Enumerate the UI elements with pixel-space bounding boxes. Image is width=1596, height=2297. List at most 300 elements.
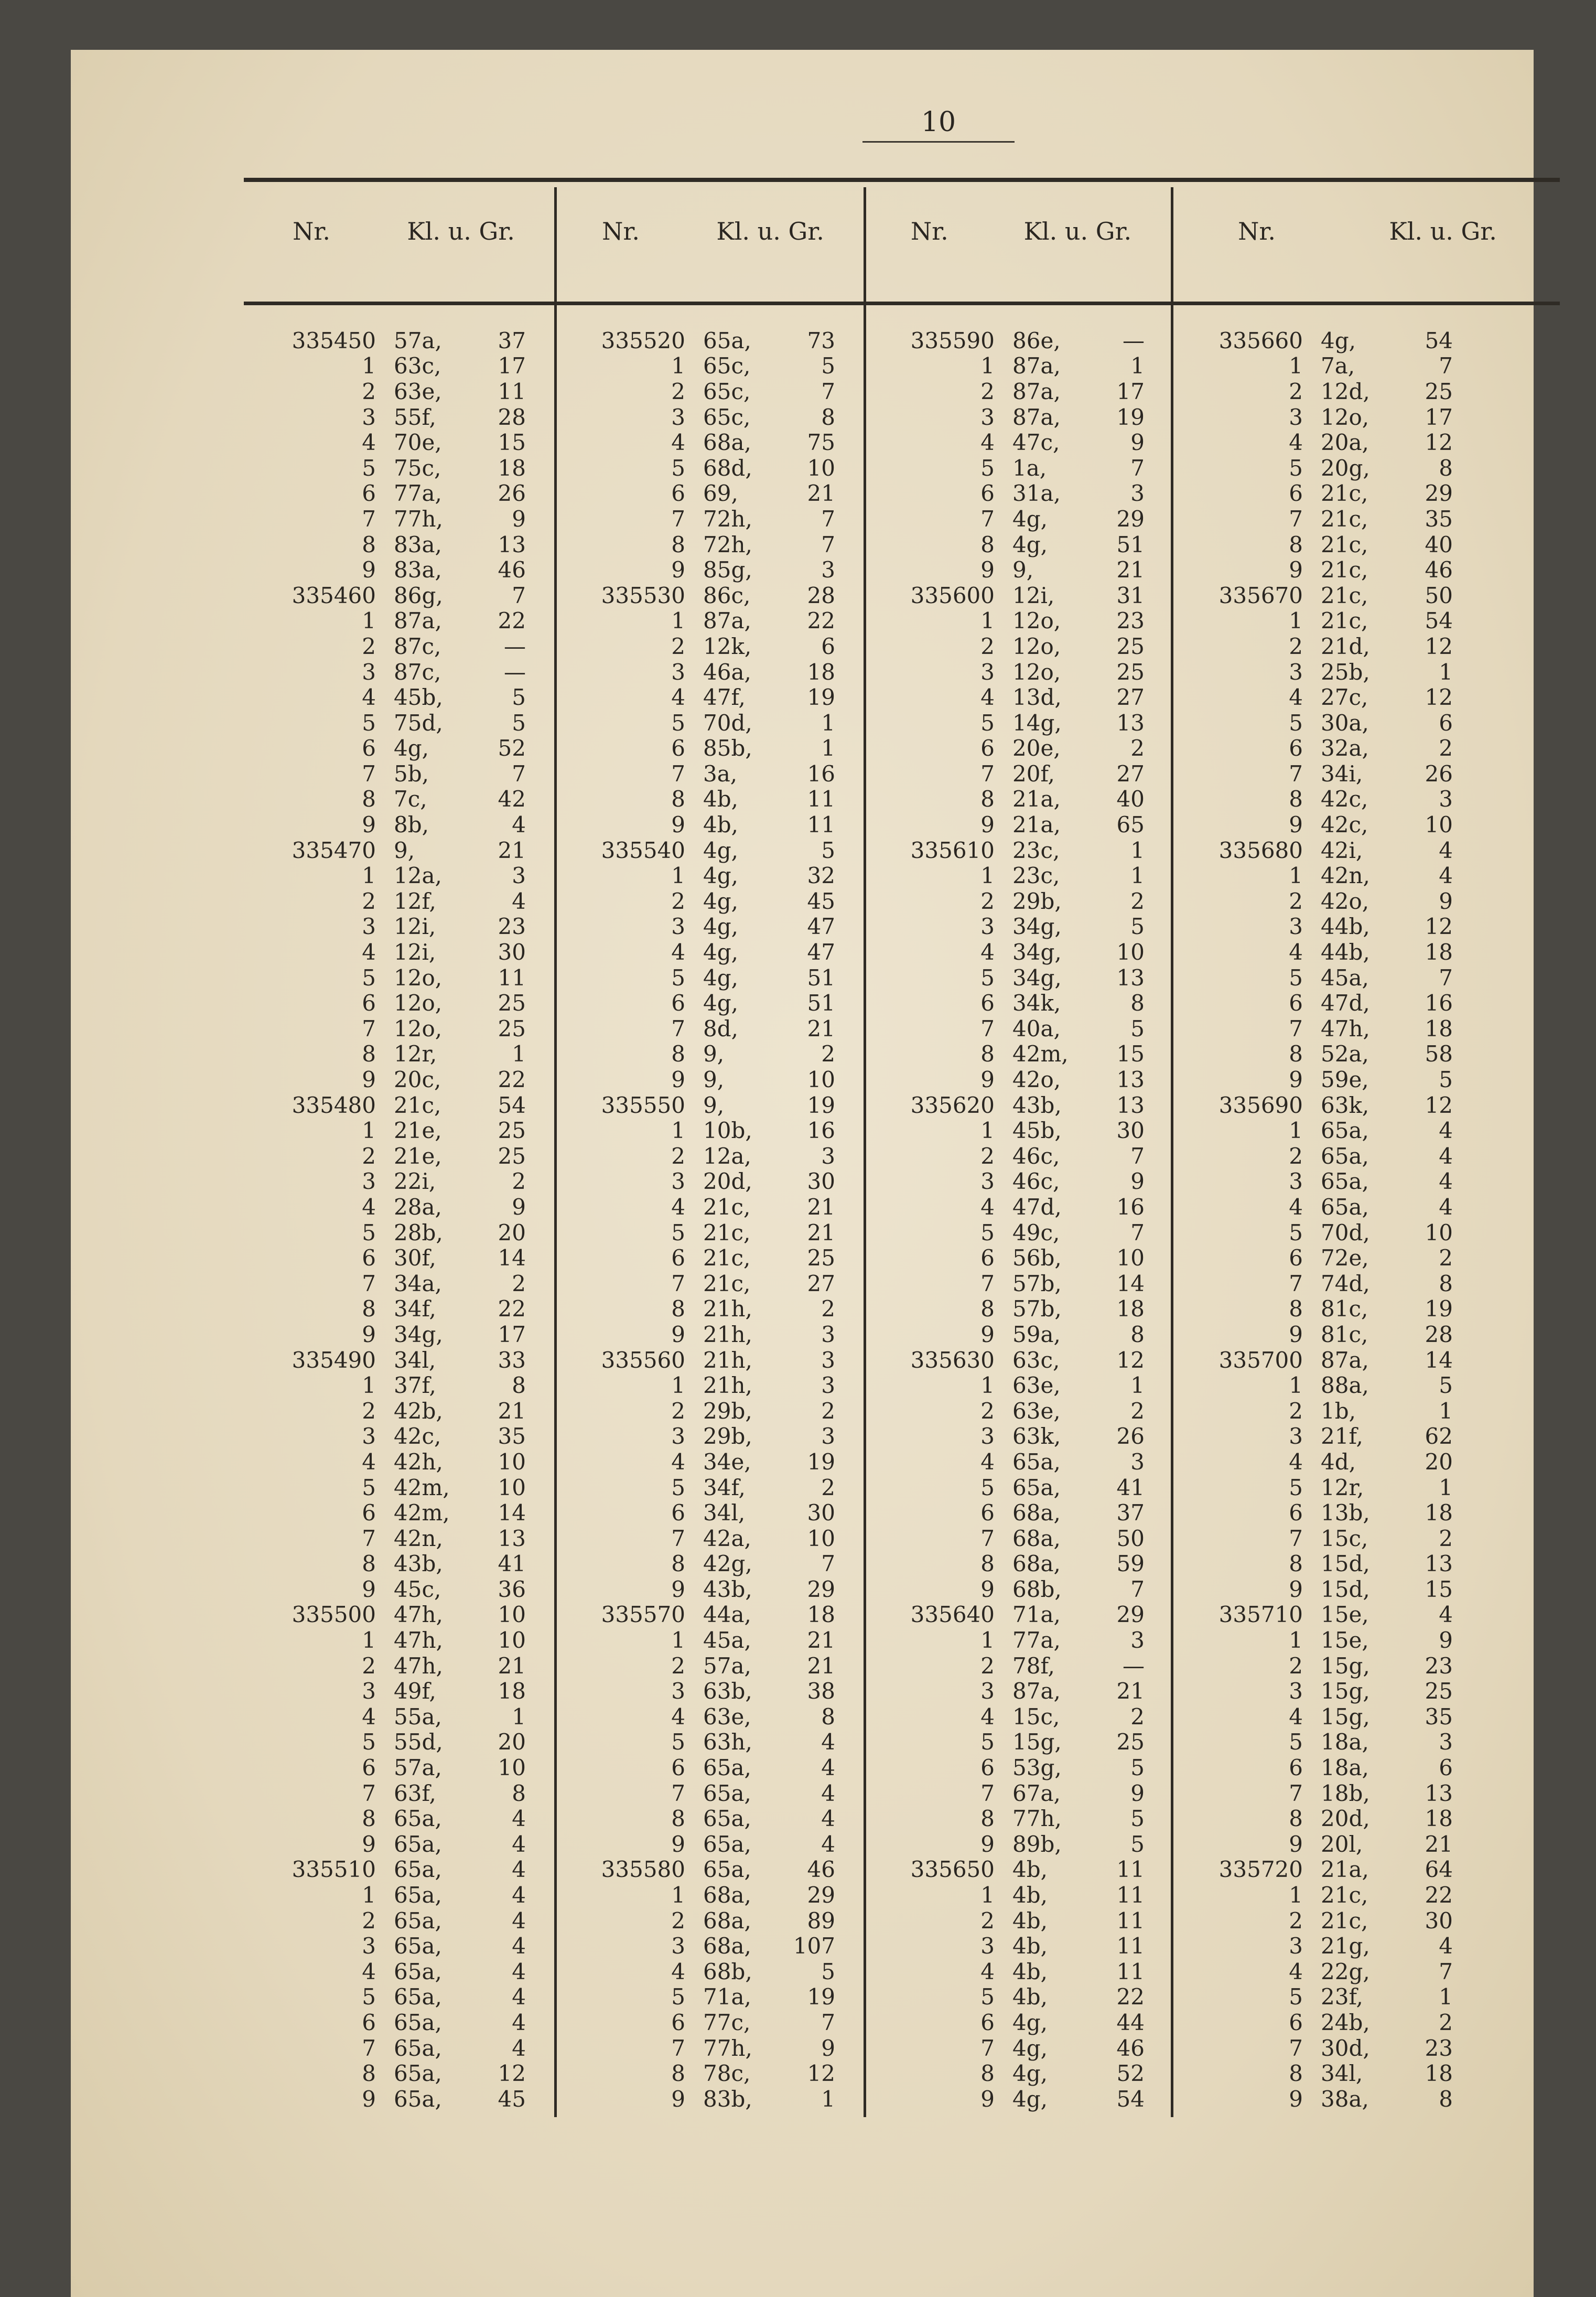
- patent-number: 1: [671, 1372, 685, 1399]
- patent-number: 3: [671, 404, 685, 430]
- patent-number: 9: [1289, 1321, 1303, 1347]
- patent-number: 1: [980, 1372, 995, 1399]
- table-row: [873, 1627, 1145, 1653]
- group-count: 25: [807, 1245, 835, 1271]
- table-row: [1181, 1755, 1453, 1780]
- group-count: 22: [1425, 1882, 1453, 1908]
- class-group: 5b,: [394, 760, 429, 787]
- patent-number: 9: [671, 1321, 685, 1347]
- class-group: 77c,: [703, 2009, 751, 2035]
- group-count: 12: [1425, 1092, 1453, 1118]
- table-row: [873, 990, 1145, 1016]
- class-group: 75c,: [394, 455, 441, 481]
- patent-number: 5: [1289, 710, 1303, 736]
- patent-number: 7: [362, 2035, 376, 2061]
- table-row: [873, 1857, 1145, 1883]
- class-group: 34g,: [1012, 939, 1062, 965]
- class-group: 20c,: [394, 1067, 441, 1093]
- class-group: 15g,: [1012, 1729, 1062, 1755]
- patent-number: 9: [980, 557, 995, 583]
- table-row: [564, 1042, 835, 1067]
- group-count: 13: [1425, 1780, 1453, 1806]
- table-row: [254, 1730, 526, 1755]
- table-row: [564, 1780, 835, 1806]
- patent-number: 4: [1289, 1703, 1303, 1730]
- patent-number: 5: [362, 1984, 376, 2010]
- table-row: [564, 557, 835, 583]
- patent-number: 5: [980, 964, 995, 991]
- table-row: [873, 1372, 1145, 1398]
- patent-number: 2: [671, 633, 685, 659]
- group-count: 28: [1425, 1321, 1453, 1347]
- patent-number: 335540: [601, 837, 685, 863]
- group-count: 8: [821, 1703, 835, 1730]
- table-row: [873, 455, 1145, 481]
- group-count: 54: [1425, 327, 1453, 353]
- patent-number: 3: [671, 1933, 685, 1959]
- table-row: [1181, 2010, 1453, 2035]
- patent-number: 9: [980, 2086, 995, 2112]
- group-count: 4: [512, 1882, 526, 1908]
- patent-number: 5: [1289, 1729, 1303, 1755]
- group-count: 29: [1116, 506, 1145, 532]
- group-count: 3: [821, 1321, 835, 1347]
- class-group: 65a,: [703, 1856, 751, 1883]
- patent-number: 1: [980, 863, 995, 889]
- patent-number: 3: [1289, 1933, 1303, 1959]
- group-count: 18: [807, 1602, 835, 1628]
- patent-number: 8: [671, 1806, 685, 1832]
- patent-number: 6: [362, 990, 376, 1016]
- class-group: 55a,: [394, 1703, 442, 1730]
- patent-number: 4: [362, 1448, 376, 1475]
- group-count: 13: [1116, 1092, 1145, 1118]
- table-row: [564, 506, 835, 532]
- class-group: 42m,: [1012, 1041, 1069, 1067]
- table-row: [254, 965, 526, 991]
- patent-number: 5: [671, 455, 685, 481]
- group-count: 8: [512, 1780, 526, 1806]
- class-group: 65c,: [703, 404, 751, 430]
- class-group: 21h,: [703, 1321, 752, 1347]
- class-group: 72h,: [703, 506, 752, 532]
- table-row: [873, 1220, 1145, 1246]
- class-group: 8b,: [394, 812, 429, 838]
- table-row: [254, 1653, 526, 1679]
- table-row: [873, 1118, 1145, 1143]
- table-row: [254, 430, 526, 455]
- table-row: [564, 1296, 835, 1322]
- table-row: [1181, 990, 1453, 1016]
- table-row: [564, 2035, 835, 2061]
- class-group: 21c,: [1321, 1882, 1368, 1908]
- patent-number: 9: [671, 1067, 685, 1093]
- table-row: [254, 1551, 526, 1577]
- header-kl-label: Kl. u. Gr.: [407, 217, 515, 245]
- class-group: 77a,: [394, 480, 442, 507]
- table-row: [873, 1143, 1145, 1169]
- table-row: [254, 888, 526, 914]
- group-count: 18: [1425, 939, 1453, 965]
- class-group: 63e,: [1012, 1398, 1061, 1424]
- group-count: 18: [498, 455, 526, 481]
- patent-number: 3: [980, 404, 995, 430]
- patent-number: 2: [980, 378, 995, 404]
- header-bottom-rule: [244, 302, 1560, 305]
- group-count: 4: [512, 888, 526, 914]
- class-group: 65a,: [394, 1984, 442, 2010]
- patent-number: 335490: [292, 1347, 376, 1373]
- class-group: 65a,: [394, 1882, 442, 1908]
- group-count: —: [1123, 327, 1145, 353]
- class-group: 68b,: [1012, 1576, 1062, 1602]
- class-group: 15d,: [1321, 1576, 1370, 1602]
- table-row: [564, 1857, 835, 1883]
- group-count: 22: [498, 1296, 526, 1322]
- table-row: [1181, 1526, 1453, 1551]
- table-row: [1181, 1475, 1453, 1500]
- class-group: 21c,: [1321, 480, 1368, 507]
- class-group: 10b,: [703, 1118, 752, 1144]
- table-row: [1181, 583, 1453, 608]
- column-header: [873, 207, 1169, 255]
- table-row: [873, 1296, 1145, 1322]
- group-count: 2: [821, 1398, 835, 1424]
- group-count: 14: [1425, 1347, 1453, 1373]
- table-row: [873, 1551, 1145, 1577]
- patent-number: 9: [362, 1576, 376, 1602]
- class-group: 77a,: [1012, 1627, 1061, 1654]
- table-row: [873, 608, 1145, 634]
- group-count: 5: [821, 353, 835, 379]
- table-row: [873, 1271, 1145, 1296]
- class-group: 15d,: [1321, 1551, 1370, 1577]
- patent-number: 6: [980, 735, 995, 761]
- table-row: [254, 1194, 526, 1220]
- class-group: 12i,: [1012, 582, 1055, 608]
- patent-number: 3: [671, 659, 685, 685]
- table-row: [254, 812, 526, 838]
- patent-number: 8: [362, 1041, 376, 1067]
- patent-number: 3: [980, 1168, 995, 1195]
- table-row: [564, 1882, 835, 1908]
- group-count: 44: [1116, 2009, 1145, 2035]
- group-count: 1: [1439, 1474, 1453, 1500]
- class-group: 70d,: [1321, 1219, 1370, 1246]
- group-count: 13: [1116, 1067, 1145, 1093]
- patent-number: 1: [980, 1882, 995, 1908]
- table-row: [873, 2060, 1145, 2086]
- patent-number: 335680: [1218, 837, 1303, 863]
- class-group: 21g,: [1321, 1933, 1370, 1959]
- table-row: [254, 2086, 526, 2112]
- group-count: 30: [807, 1168, 835, 1195]
- table-row: [1181, 710, 1453, 736]
- group-count: 22: [498, 608, 526, 634]
- class-group: 21c,: [1321, 531, 1368, 557]
- class-group: 4g,: [703, 888, 738, 914]
- class-group: 45c,: [394, 1576, 441, 1602]
- class-group: 65a,: [1321, 1168, 1369, 1195]
- class-group: 43b,: [703, 1576, 752, 1602]
- patent-number: 335580: [601, 1856, 685, 1883]
- group-count: 8: [512, 1372, 526, 1399]
- patent-number: 4: [980, 939, 995, 965]
- group-count: 5: [1130, 914, 1145, 940]
- class-group: 57b,: [1012, 1270, 1062, 1296]
- group-count: 25: [1116, 633, 1145, 659]
- table-row: [254, 1042, 526, 1067]
- class-group: 32a,: [1321, 735, 1369, 761]
- class-group: 68b,: [703, 1958, 752, 1984]
- class-group: 70e,: [394, 430, 442, 456]
- group-count: 5: [1439, 1067, 1453, 1093]
- table-row: [1181, 481, 1453, 507]
- patent-number: 1: [1289, 1882, 1303, 1908]
- group-count: 4: [821, 1806, 835, 1832]
- group-count: 20: [1425, 1448, 1453, 1475]
- patent-number: 2: [362, 1652, 376, 1679]
- class-group: 20l,: [1321, 1831, 1363, 1857]
- patent-number: 3: [980, 1933, 995, 1959]
- data-column: [254, 328, 526, 2112]
- patent-number: 8: [980, 1551, 995, 1577]
- table-row: [254, 1118, 526, 1143]
- patent-number: 7: [1289, 1780, 1303, 1806]
- patent-number: 5: [362, 964, 376, 991]
- group-count: 8: [1130, 990, 1145, 1016]
- patent-number: 6: [671, 990, 685, 1016]
- group-count: 8: [1439, 1270, 1453, 1296]
- group-count: 17: [498, 353, 526, 379]
- group-count: 107: [793, 1933, 835, 1959]
- patent-number: 7: [671, 760, 685, 787]
- group-count: 13: [498, 531, 526, 557]
- group-count: 35: [1425, 506, 1453, 532]
- table-row: [873, 965, 1145, 991]
- class-group: 68a,: [1012, 1551, 1061, 1577]
- group-count: 12: [1425, 684, 1453, 711]
- group-count: 4: [512, 1856, 526, 1883]
- group-count: 35: [498, 1423, 526, 1450]
- patent-number: 7: [671, 2035, 685, 2061]
- table-row: [254, 1831, 526, 1857]
- group-count: 62: [1425, 1423, 1453, 1450]
- class-group: 63c,: [394, 353, 441, 379]
- group-count: 14: [1116, 1270, 1145, 1296]
- class-group: 87a,: [394, 608, 442, 634]
- patent-number: 1: [362, 1627, 376, 1654]
- group-count: 15: [1116, 1041, 1145, 1067]
- patent-number: 9: [980, 1067, 995, 1093]
- group-count: 3: [1130, 480, 1145, 507]
- class-group: 46c,: [1012, 1168, 1060, 1195]
- patent-number: 8: [1289, 786, 1303, 812]
- class-group: 15c,: [1012, 1703, 1060, 1730]
- patent-number: 6: [1289, 1245, 1303, 1271]
- group-count: 35: [1425, 1703, 1453, 1730]
- patent-number: 5: [671, 1219, 685, 1246]
- table-row: [1181, 1908, 1453, 1934]
- class-group: 28a,: [394, 1194, 442, 1220]
- group-count: 8: [1439, 455, 1453, 481]
- class-group: 12o,: [1012, 659, 1061, 685]
- table-row: [1181, 761, 1453, 787]
- patent-number: 7: [671, 1525, 685, 1551]
- class-group: 71a,: [1012, 1602, 1061, 1628]
- class-group: 45a,: [703, 1627, 751, 1654]
- patent-number: 5: [980, 455, 995, 481]
- class-group: 13b,: [1321, 1500, 1370, 1526]
- table-row: [873, 1704, 1145, 1730]
- patent-number: 7: [980, 1270, 995, 1296]
- class-group: 77h,: [1012, 1806, 1062, 1832]
- class-group: 47f,: [703, 684, 746, 711]
- class-group: 65a,: [1321, 1143, 1369, 1169]
- table-row: [564, 2060, 835, 2086]
- class-group: 86g,: [394, 582, 443, 608]
- patent-number: 6: [671, 1245, 685, 1271]
- group-count: 42: [498, 786, 526, 812]
- class-group: 34l,: [1321, 2060, 1363, 2087]
- patent-number: 9: [1289, 1831, 1303, 1857]
- patent-number: 2: [362, 1143, 376, 1169]
- table-row: [1181, 1118, 1453, 1143]
- class-group: 81c,: [1321, 1296, 1368, 1322]
- group-count: 2: [1439, 735, 1453, 761]
- patent-number: 3: [1289, 1423, 1303, 1450]
- group-count: 7: [821, 378, 835, 404]
- table-row: [254, 1296, 526, 1322]
- data-column: [873, 328, 1145, 2112]
- group-count: 50: [1116, 1525, 1145, 1551]
- patent-number: 3: [1289, 404, 1303, 430]
- class-group: 47h,: [394, 1627, 443, 1654]
- table-row: [873, 1526, 1145, 1551]
- patent-number: 8: [671, 2060, 685, 2087]
- patent-number: 7: [362, 506, 376, 532]
- class-group: 34i,: [1321, 760, 1363, 787]
- class-group: 87a,: [1012, 353, 1061, 379]
- class-group: 9,: [703, 1092, 725, 1118]
- patent-number: 9: [671, 557, 685, 583]
- table-row: [873, 1169, 1145, 1195]
- patent-number: 8: [1289, 1296, 1303, 1322]
- patent-number: 4: [362, 1703, 376, 1730]
- patent-number: 8: [1289, 531, 1303, 557]
- group-count: 7: [1130, 1576, 1145, 1602]
- group-count: 25: [498, 1015, 526, 1042]
- group-count: 11: [498, 964, 526, 991]
- class-group: 20f,: [1012, 760, 1055, 787]
- table-row: [254, 1602, 526, 1628]
- patent-number: 6: [362, 2009, 376, 2035]
- table-row: [1181, 812, 1453, 838]
- patent-number: 335690: [1218, 1092, 1303, 1118]
- class-group: 21c,: [703, 1270, 751, 1296]
- patent-number: 335450: [292, 327, 376, 353]
- patent-number: 2: [362, 633, 376, 659]
- group-count: 21: [1425, 1831, 1453, 1857]
- patent-number: 7: [980, 1015, 995, 1042]
- table-row: [1181, 455, 1453, 481]
- class-group: 4g,: [703, 990, 738, 1016]
- group-count: 8: [821, 404, 835, 430]
- group-count: 46: [1116, 2035, 1145, 2061]
- group-count: 3: [512, 863, 526, 889]
- class-group: 85g,: [703, 557, 752, 583]
- group-count: 2: [1130, 735, 1145, 761]
- table-row: [254, 608, 526, 634]
- class-group: 47h,: [1321, 1015, 1370, 1042]
- class-group: 42n,: [394, 1525, 443, 1551]
- patent-number: 2: [980, 1652, 995, 1679]
- table-row: [254, 634, 526, 659]
- group-count: 2: [1439, 1245, 1453, 1271]
- patent-number: 1: [1289, 1372, 1303, 1399]
- group-count: 47: [807, 914, 835, 940]
- class-group: 56b,: [1012, 1245, 1062, 1271]
- patent-number: 8: [671, 1041, 685, 1067]
- class-group: 68a,: [703, 430, 751, 456]
- table-row: [564, 736, 835, 761]
- group-count: 25: [1116, 1729, 1145, 1755]
- patent-number: 1: [1289, 608, 1303, 634]
- group-count: 21: [807, 1652, 835, 1679]
- class-group: 63b,: [703, 1678, 752, 1704]
- group-count: 10: [1425, 812, 1453, 838]
- patent-number: 335630: [910, 1347, 995, 1373]
- class-group: 65a,: [394, 1958, 442, 1984]
- patent-number: 9: [980, 1576, 995, 1602]
- class-group: 7a,: [1321, 353, 1355, 379]
- group-count: 3: [821, 1143, 835, 1169]
- class-group: 44b,: [1321, 914, 1370, 940]
- class-group: 87a,: [1321, 1347, 1369, 1373]
- group-count: 17: [1116, 378, 1145, 404]
- class-group: 15g,: [1321, 1678, 1370, 1704]
- class-group: 68a,: [1012, 1525, 1061, 1551]
- table-row: [564, 430, 835, 455]
- table-row: [564, 455, 835, 481]
- class-group: 4g,: [1012, 2086, 1048, 2112]
- group-count: 16: [807, 1118, 835, 1144]
- group-count: 1: [1439, 1398, 1453, 1424]
- patent-number: 9: [1289, 2086, 1303, 2112]
- patent-number: 8: [362, 1806, 376, 1832]
- table-row: [564, 863, 835, 888]
- patent-number: 9: [980, 812, 995, 838]
- table-row: [873, 787, 1145, 812]
- class-group: 78c,: [703, 2060, 751, 2087]
- group-count: 2: [512, 1270, 526, 1296]
- group-count: 10: [498, 1448, 526, 1475]
- patent-number: 9: [671, 1831, 685, 1857]
- class-group: 57a,: [394, 1755, 442, 1781]
- patent-number: 3: [1289, 914, 1303, 940]
- patent-number: 5: [1289, 1474, 1303, 1500]
- group-count: 1: [512, 1041, 526, 1067]
- table-row: [1181, 1449, 1453, 1475]
- group-count: 22: [807, 608, 835, 634]
- group-count: 30: [1116, 1118, 1145, 1144]
- table-row: [254, 379, 526, 404]
- class-group: 65a,: [703, 1780, 751, 1806]
- table-row: [254, 2060, 526, 2086]
- table-row: [873, 2086, 1145, 2112]
- table-row: [1181, 532, 1453, 557]
- class-group: 75d,: [394, 710, 443, 736]
